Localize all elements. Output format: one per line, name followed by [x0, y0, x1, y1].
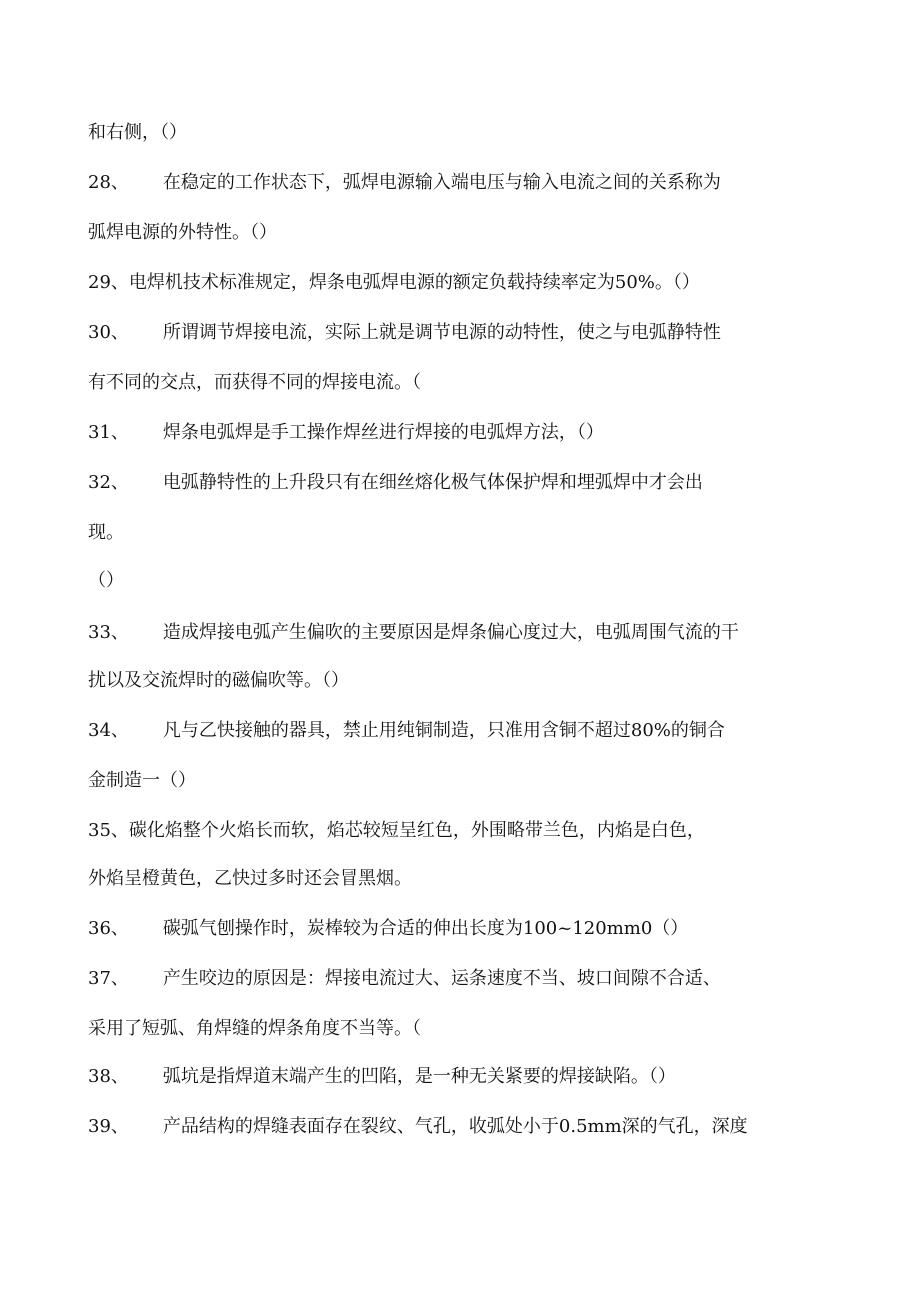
text-line — [88, 420, 848, 446]
text-line — [88, 668, 848, 694]
text-line — [88, 370, 848, 396]
item-number: 39、 — [88, 1116, 129, 1137]
text-line — [88, 520, 848, 546]
line-text: 碳弧气刨操作时，炭棒较为合适的伸出长度为100~120mm0（） — [162, 918, 689, 939]
line-text: 外焰呈橙黄色，乙快过多时还会冒黑烟。 — [88, 868, 412, 889]
line-text: 焊条电弧焊是手工操作焊丝进行焊接的电弧焊方法，（） — [162, 422, 604, 443]
line-text: 电弧静特性的上升段只有在细丝熔化极气体保护焊和埋弧焊中才会出 — [162, 472, 703, 493]
line-text: 金制造一（） — [88, 770, 196, 791]
line-text: 造成焊接电弧产生偏吹的主要原因是焊条偏心度过大，电弧周围气流的干 — [162, 622, 739, 643]
text-line — [88, 966, 848, 992]
text-line — [88, 818, 848, 844]
text-line — [88, 916, 848, 942]
text-line — [88, 620, 848, 646]
line-text: 凡与乙快接触的器具，禁止用纯铜制造，只准用含铜不超过80%的铜合 — [162, 720, 725, 741]
line-text: 采用了短弧、角焊缝的焊条角度不当等。（ — [88, 1018, 421, 1039]
text-line — [88, 170, 848, 196]
line-text: 弧焊电源的外特性。（） — [88, 222, 277, 243]
line-text: 和右侧，（） — [88, 122, 187, 143]
item-number: 30、 — [88, 322, 129, 343]
text-line — [88, 320, 848, 346]
text-line — [88, 120, 848, 146]
text-line — [88, 270, 848, 296]
item-number: 36、 — [88, 918, 129, 939]
item-number: 34、 — [88, 720, 129, 741]
item-number: 38、 — [88, 1066, 129, 1087]
text-line — [88, 568, 848, 594]
line-text: 扰以及交流焊时的磁偏吹等。（） — [88, 670, 349, 691]
text-line — [88, 220, 848, 246]
line-text: 弧坑是指焊道末端产生的凹陷，是一种无关紧要的焊接缺陷。（） — [162, 1066, 676, 1087]
item-number: 33、 — [88, 622, 129, 643]
text-line — [88, 1064, 848, 1090]
text-line — [88, 866, 848, 892]
line-text: 现。 — [88, 522, 124, 543]
line-text: 29、电焊机技术标准规定，焊条电弧焊电源的额定负载持续率定为50%。（） — [88, 272, 700, 293]
text-line — [88, 768, 848, 794]
item-number: 28、 — [88, 172, 129, 193]
line-text: 产生咬边的原因是：焊接电流过大、运条速度不当、坡口间隙不合适、 — [162, 968, 721, 989]
text-line — [88, 470, 848, 496]
item-number: 37、 — [88, 968, 129, 989]
item-number: 32、 — [88, 472, 129, 493]
text-line — [88, 1016, 848, 1042]
text-line — [88, 1114, 848, 1140]
line-text: 产品结构的焊缝表面存在裂纹、气孔，收弧处小于0.5mm深的气孔，深度 — [162, 1116, 748, 1137]
text-line — [88, 718, 848, 744]
line-text: 所谓调节焊接电流，实际上就是调节电源的动特性，使之与电弧静特性 — [162, 322, 721, 343]
line-text: （） — [88, 570, 124, 591]
line-text: 有不同的交点，而获得不同的焊接电流。（ — [88, 372, 421, 393]
line-text: 35、碳化焰整个火焰长而软，焰芯较短呈红色，外围略带兰色，内焰是白色， — [88, 820, 705, 841]
line-text: 在稳定的工作状态下，弧焊电源输入端电压与输入电流之间的关系称为 — [162, 172, 721, 193]
item-number: 31、 — [88, 422, 129, 443]
